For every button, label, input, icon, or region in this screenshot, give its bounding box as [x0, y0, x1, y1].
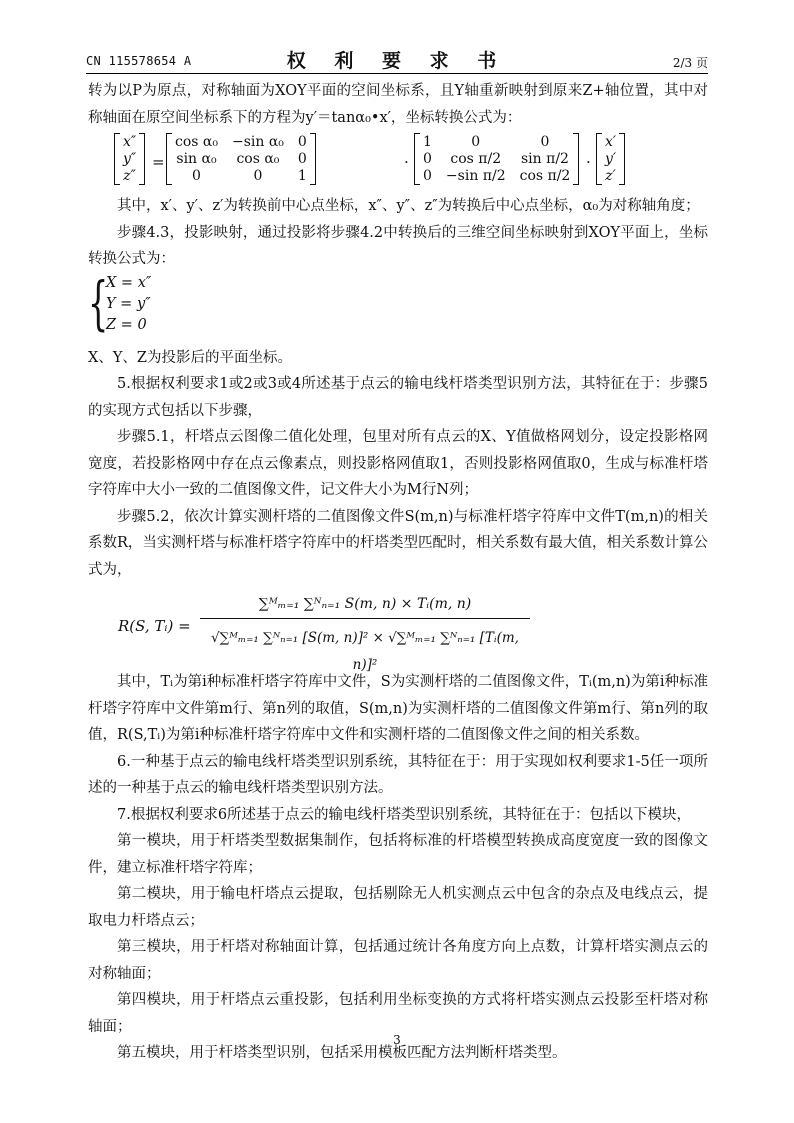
paragraph: 其中，Tᵢ为第i种标准杆塔字符库中文件，S为实测杆塔的二值图像文件，Tᵢ(m,n)为第i种标准杆塔字符库中文件第m行、第n列的取值，S(m,n)为实测杆塔的二值图像文件第m行、第n列的取值，R(S,Tᵢ)为第i种标准杆塔字符库中文件和实测杆塔的二值图像文件之间的相关系数。	[88, 674, 708, 743]
correlation-equation	[88, 589, 708, 673]
paragraph: 步骤5.1，杆塔点云图像二值化处理，包里对所有点云的X、Y值做格网划分，设定投影格网宽度，若投影格网中存在点云像素点，则投影格网值取1，否则投影格网值取0，生成与标准杆塔字符库中大小一致的二值图像文件，记文件大小为M行N列；	[88, 429, 708, 498]
page-indicator: 2/3 页	[672, 56, 708, 70]
paragraph: 7.根据权利要求6所述基于点云的输电线杆塔类型识别系统，其特征在于：包括以下模块，	[117, 806, 692, 823]
equals-sign: =	[152, 153, 165, 171]
paragraph: 第二模块，用于输电杆塔点云提取，包括剔除无人机实测点云中包含的杂点及电线点云，提取电力杆塔点云；	[88, 886, 708, 929]
brace: {	[88, 268, 109, 337]
paragraph: 第五模块，用于杆塔类型识别，包括采用模板匹配方法判断杆塔类型。	[117, 1045, 567, 1061]
fraction-numerator: ∑ᴹₘ₌₁ ∑ᴺₙ₌₁ S(m, n) × Tᵢ(m, n)	[258, 596, 472, 612]
rotation-matrix-x: 1 0 0 0 cos π/2 sin π/2 0 −sin π/2 cos π/2	[414, 133, 579, 185]
equation-lhs: R(S, Tᵢ) =	[118, 617, 191, 635]
paragraph: 6.一种基于点云的输电线杆塔类型识别系统，其特征在于：用于实现如权利要求1-5任一项所述的一种基于点云的输电线杆塔类型识别方法。	[88, 753, 708, 796]
fraction-denominator: √∑ᴹₘ₌₁ ∑ᴺₙ₌₁ [S(m, n)]² × √∑ᴹₘ₌₁ ∑ᴺₙ₌₁ [Tᵢ(m, n)]²	[211, 630, 519, 673]
fraction-bar	[200, 618, 530, 619]
lhs-vector: x″ y″ z″	[114, 133, 145, 185]
rotation-matrix-z: cos α₀ −sin α₀ 0 sin α₀ cos α₀ 0 0 0 1	[166, 133, 316, 185]
page-number: 3	[393, 1033, 401, 1047]
paragraph: X、Y、Z为投影后的平面坐标。	[88, 349, 292, 366]
equation-line: X = x″	[106, 274, 152, 291]
header-rule	[86, 73, 708, 74]
claims-body	[88, 78, 708, 1067]
paragraph: 步骤4.3，投影映射，通过投影将步骤4.2中转换后的三维空间坐标映射到XOY平面上，坐标转换公式为：	[88, 224, 708, 267]
projection-equation	[88, 268, 708, 343]
paragraph: 其中，x′、y′、z′为转换前中心点坐标，x″、y″、z″为转换后中心点坐标，α₀为对称轴角度；	[117, 198, 700, 214]
paragraph: 步骤5.2，依次计算实测杆塔的二值图像文件S(m,n)与标准杆塔字符库中文件T(m,n)的相关系数R，当实测杆塔与标准杆塔字符库中的杆塔类型匹配时，相关系数有最大值，相关系数计算公式为，	[88, 508, 708, 578]
dot-operator: ·	[404, 153, 409, 171]
document-title: 权 利 要 求 书	[286, 50, 508, 72]
equation-line: Z = 0	[106, 316, 147, 333]
equation-line: Y = y″	[106, 295, 151, 312]
paragraph: 转为以P为原点，对称轴面为XOY平面的空间坐标系，且Y轴重新映射到原来Z+轴位置，其中对称轴面在原空间坐标系下的方程为y′＝tanα₀•x′，坐标转换公式为：	[88, 83, 708, 126]
publication-number: CN 115578654 A	[86, 54, 192, 68]
paragraph: 第四模块，用于杆塔点云重投影，包括利用坐标变换的方式将杆塔实测点云投影至杆塔对称轴面；	[88, 992, 708, 1035]
dot-operator: ·	[586, 153, 591, 171]
paragraph: 5.根据权利要求1或2或3或4所述基于点云的输电线杆塔类型识别方法，其特征在于：步骤5的实现方式包括以下步骤，	[88, 376, 708, 419]
page-header	[86, 46, 708, 72]
rhs-vector: x′ y′ z′	[596, 133, 625, 185]
transform-equation	[88, 133, 708, 187]
paragraph: 第一模块，用于杆塔类型数据集制作，包括将标准的杆塔模型转换成高度宽度一致的图像文件，建立标准杆塔字符库；	[88, 833, 708, 876]
paragraph: 第三模块，用于杆塔对称轴面计算，包括通过统计各角度方向上点数，计算杆塔实测点云的对称轴面；	[88, 939, 708, 982]
